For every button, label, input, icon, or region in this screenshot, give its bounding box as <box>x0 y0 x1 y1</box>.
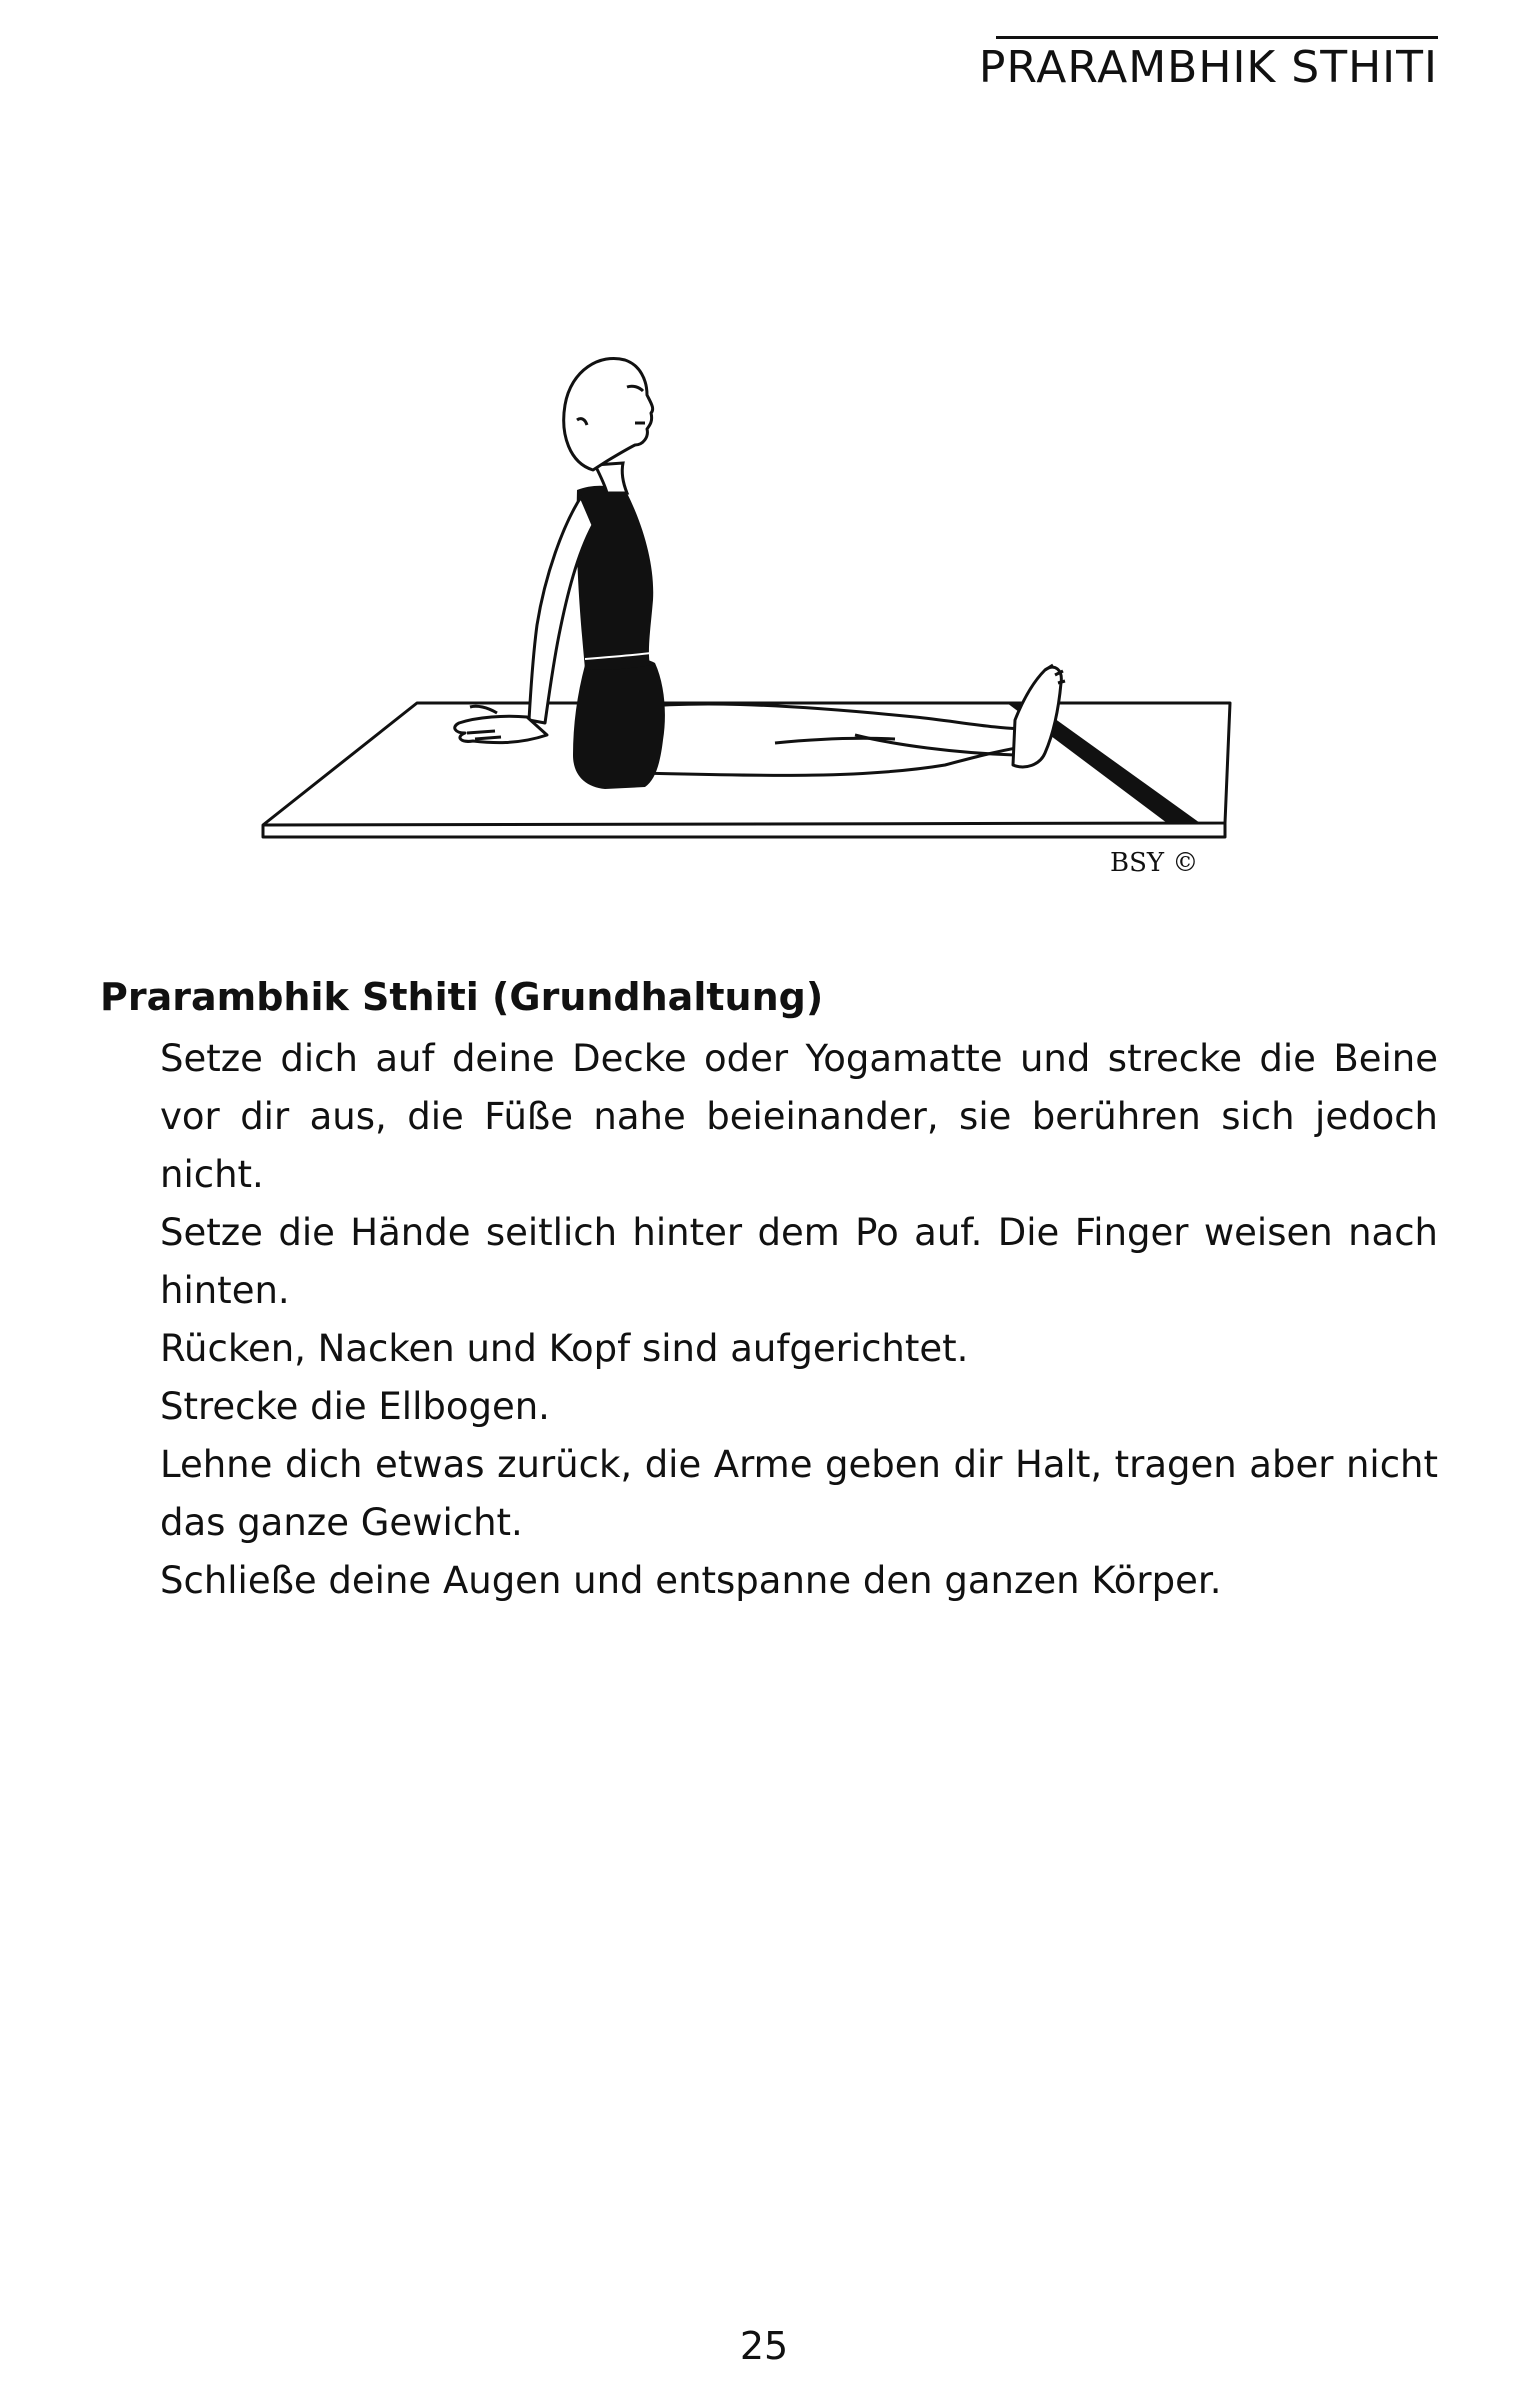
instruction-paragraph: Setze die Hände seitlich hinter dem Po auf. Die Finger weisen nach hinten. <box>160 1211 1438 1312</box>
instruction-paragraph: Lehne dich etwas zurück, die Arme geben dir Halt, tragen aber nicht das ganze Gewicht. <box>160 1443 1438 1544</box>
instruction-paragraph: Rücken, Nacken und Kopf sind aufgerichtet. <box>160 1327 969 1370</box>
instruction-paragraph: Schließe deine Augen und entspanne den ganzen Körper. <box>160 1559 1222 1602</box>
instruction-paragraph: Strecke die Ellbogen. <box>160 1385 550 1428</box>
section-heading: Prarambhik Sthiti (Grundhaltung) <box>100 975 824 1019</box>
yoga-pose-illustration <box>255 325 1235 870</box>
shorts <box>573 657 665 789</box>
running-title: PRARAMBHIK STHITI <box>978 42 1438 93</box>
header-rule <box>996 36 1438 39</box>
head <box>564 358 653 470</box>
illustration-credit: BSY © <box>1110 848 1199 878</box>
instruction-text <box>160 1030 1438 1610</box>
instruction-paragraph: Setze dich auf deine Decke oder Yogamatte und strecke die Beine vor dir aus, die Füße nahe beieinander, sie berühren sich jedoch nicht. <box>160 1037 1438 1196</box>
page-number: 25 <box>739 2324 789 2368</box>
